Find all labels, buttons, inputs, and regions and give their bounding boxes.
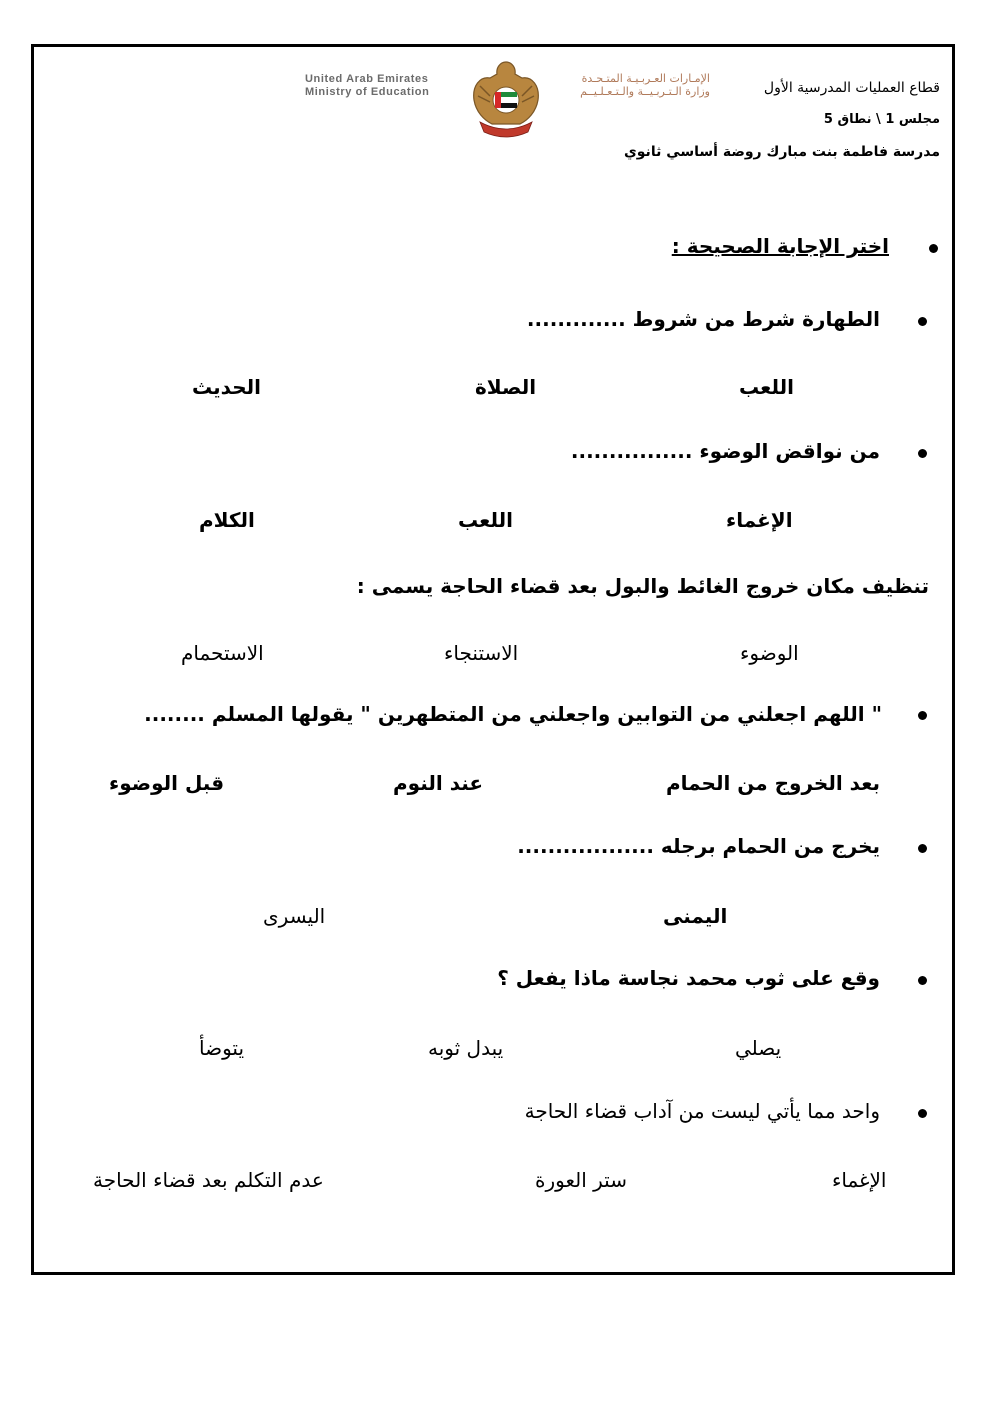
bullet-icon	[918, 844, 927, 853]
question-5: يخرج من الحمام برجله ..................	[517, 834, 880, 858]
q7-option-3[interactable]: عدم التكلم بعد قضاء الحاجة	[93, 1168, 324, 1192]
q6-option-2[interactable]: يبدل ثوبه	[428, 1036, 504, 1060]
logo-en-line1: United Arab Emirates	[305, 73, 429, 85]
q7-option-2[interactable]: ستر العورة	[535, 1168, 627, 1192]
question-7: واحد مما يأتي ليست من آداب قضاء الحاجة	[524, 1099, 880, 1123]
question-3: تنظيف مكان خروج الغائط والبول بعد قضاء الحاجة يسمى :	[356, 574, 929, 598]
q1-option-2[interactable]: الصلاة	[475, 375, 537, 399]
q6-option-1[interactable]: يصلي	[735, 1036, 782, 1060]
q2-option-3[interactable]: الكلام	[199, 508, 255, 532]
header-school: مدرسة فاطمة بنت مبارك روضة أساسي ثانوي	[623, 144, 940, 160]
question-2: من نواقض الوضوء ................	[570, 439, 880, 463]
q2-option-2[interactable]: اللعب	[458, 508, 513, 532]
bullet-icon	[918, 317, 927, 326]
q4-option-1[interactable]: بعد الخروج من الحمام	[665, 771, 880, 795]
bullet-icon	[918, 711, 927, 720]
bullet-icon	[929, 244, 938, 253]
q4-option-3[interactable]: قبل الوضوء	[109, 771, 225, 795]
question-1: الطهارة شرط من شروط .............	[526, 307, 880, 331]
q3-option-2[interactable]: الاستنجاء	[444, 641, 519, 665]
q2-option-1[interactable]: الإغماء	[726, 508, 793, 532]
logo-ar-line2: وزارة الـتـربـيــة والـتـعـلـيــم	[580, 85, 710, 98]
question-6: وقع على ثوب محمد نجاسة ماذا يفعل ؟	[497, 966, 880, 990]
logo-ar-line1: الإمـارات العـربـيـة المتـحـدة	[581, 72, 710, 85]
instruction-title: اختر الإجابة الصحيحة :	[671, 234, 889, 258]
bullet-icon	[918, 1109, 927, 1118]
q4-option-2[interactable]: عند النوم	[393, 771, 484, 795]
q3-option-1[interactable]: الوضوء	[740, 641, 799, 665]
q5-option-1[interactable]: اليمنى	[663, 904, 728, 928]
q1-option-1[interactable]: اللعب	[739, 375, 794, 399]
logo-en-line2: Ministry of Education	[305, 86, 430, 98]
q7-option-1[interactable]: الإغماء	[832, 1168, 887, 1192]
q3-option-3[interactable]: الاستحمام	[181, 641, 264, 665]
logo-english-text	[305, 73, 455, 99]
bullet-icon	[918, 449, 927, 458]
logo-arabic-text	[562, 72, 710, 98]
header-sector: قطاع العمليات المدرسية الأول	[763, 80, 940, 96]
q6-option-3[interactable]: يتوضأ	[199, 1036, 245, 1060]
header-council: مجلس 1 \ نطاق 5	[823, 112, 940, 127]
q1-option-3[interactable]: الحديث	[192, 375, 262, 399]
uae-emblem-icon	[466, 56, 546, 140]
bullet-icon	[918, 976, 927, 985]
question-4: " اللهم اجعلني من التوابين واجعلني من المتطهرين " يقولها المسلم ........	[144, 702, 882, 726]
q5-option-2[interactable]: اليسرى	[263, 904, 326, 928]
